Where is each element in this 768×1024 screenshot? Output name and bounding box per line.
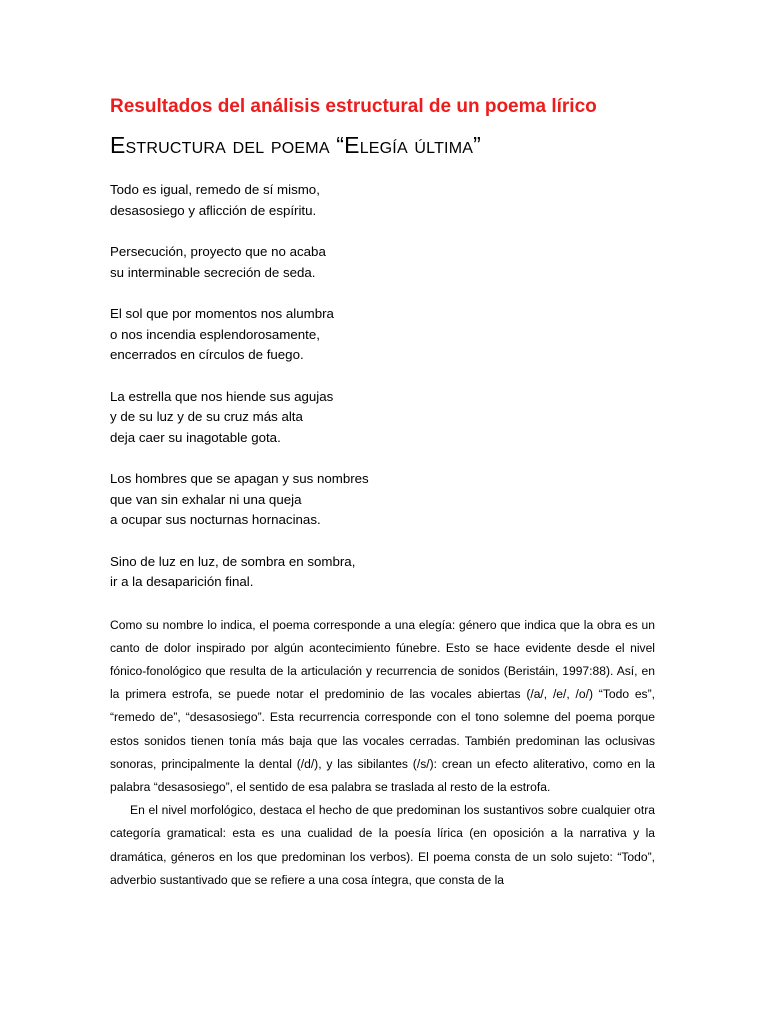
verse: La estrella que nos hiende sus agujas: [110, 388, 334, 404]
document-page: [110, 92, 655, 892]
stanza-4: [110, 387, 655, 449]
verse: o nos incendia esplendorosamente,: [110, 326, 320, 342]
verse: El sol que por momentos nos alumbra: [110, 306, 334, 321]
stanza-3: [110, 304, 655, 366]
paragraph: Como su nombre lo indica, el poema corresponde a una elegía: género que indica que la obra es un canto de dolor inspirado por algún acontecimiento fúnebre. Esto se hace evidente desde el nivel fónico-fonológico que resulta de la articulación y recurrencia de sonidos (Beristáin, 1997:88). Así, en la primera estrofa, se puede notar el predominio de las vocales abiertas (/a/, /e/, /o/) “Todo es”, “remedo de”, “desasosiego”. Esta recurrencia corresponde con el tono solemne del poema porque estos sonidos tienen tonía más baja que las vocales cerradas. También predominan las oclusivas sonoras, principalmente la dental (/d/), y las sibilantes (/s/): crean un efecto aliterativo, como en la palabra “desasosiego”, el sentido de esa palabra se traslada al resto de la estrofa.: [110, 617, 655, 794]
analysis-text: [110, 614, 655, 892]
verse: que van sin exhalar ni una queja: [110, 491, 302, 507]
verse: Los hombres que se apagan y sus nombres: [110, 471, 369, 486]
verse: Sino de luz en luz, de sombra en sombra,: [110, 553, 356, 569]
document-title: Resultados del análisis estructural de un poema lírico: [110, 96, 597, 117]
stanza-5: [110, 469, 655, 531]
verse: Todo es igual, remedo de sí mismo,: [110, 182, 320, 197]
section-title: Estructura del poema “Elegía última”: [110, 132, 481, 158]
verse: ir a la desaparición final.: [110, 574, 254, 589]
paragraph: En el nivel morfológico, destaca el hecho de que predominan los sustantivos sobre cualquier otra categoría gramatical: esta es una cualidad de la poesía lírica (en oposición a la narrativa y la dramática, géneros en los que predominan los verbos). El poema consta de un solo sujeto: “Todo”, adverbio sustantivado que se refiere a una cosa íntegra, que consta de la: [110, 803, 655, 887]
stanza-6: [110, 552, 655, 593]
poem: [110, 180, 655, 593]
verse: Persecución, proyecto que no acaba: [110, 244, 326, 259]
verse: a ocupar sus nocturnas hornacinas.: [110, 512, 321, 527]
verse: encerrados en círculos de fuego.: [110, 347, 304, 362]
verse: y de su luz y de su cruz más alta: [110, 409, 303, 424]
stanza-2: [110, 242, 655, 283]
verse: desasosiego y aflicción de espíritu.: [110, 202, 317, 218]
stanza-1: [110, 180, 655, 221]
verse: deja caer su inagotable gota.: [110, 429, 281, 445]
verse: su interminable secreción de seda.: [110, 264, 316, 280]
